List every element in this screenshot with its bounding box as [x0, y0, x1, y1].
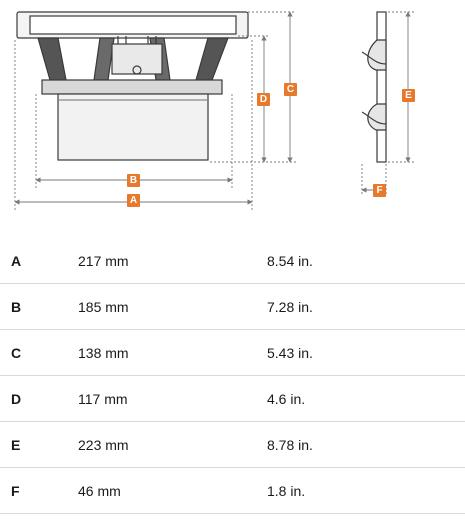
dimension-mm: 217 mm	[78, 253, 129, 269]
dimension-inches: 8.78 in.	[267, 437, 313, 453]
dimension-mm: 223 mm	[78, 437, 129, 453]
speaker-drawing	[0, 0, 465, 230]
table-row	[0, 284, 465, 330]
dimension-inches: 7.28 in.	[267, 299, 313, 315]
dimension-mm: 185 mm	[78, 299, 129, 315]
table-row	[0, 376, 465, 422]
dimension-mm: 117 mm	[78, 391, 128, 407]
dimension-badge-e: E	[402, 89, 415, 102]
dimension-inches: 1.8 in.	[267, 483, 306, 499]
dimension-badge-f: F	[373, 184, 386, 197]
dimension-inches: 8.54 in.	[267, 253, 313, 269]
dimension-badge-d: D	[257, 93, 270, 106]
dimension-badge-b: B	[127, 174, 140, 187]
speaker-side-profile	[362, 12, 386, 162]
dimension-label: C	[11, 345, 22, 361]
dimension-label: F	[11, 483, 20, 499]
table-row	[0, 330, 465, 376]
dimension-label: E	[11, 437, 21, 453]
table-row	[0, 468, 465, 514]
dimensions-table	[0, 238, 465, 514]
dimension-badge-c: C	[284, 83, 297, 96]
dimension-inches: 4.6 in.	[267, 391, 306, 407]
speaker-dimension-diagram	[0, 0, 465, 230]
dimension-label: D	[11, 391, 22, 407]
dimension-badge-a: A	[127, 194, 140, 207]
dimension-label: B	[11, 299, 22, 315]
dimension-label: A	[11, 253, 22, 269]
speaker-front-view	[17, 12, 248, 160]
table-row	[0, 422, 465, 468]
table-row	[0, 238, 465, 284]
dimension-mm: 138 mm	[78, 345, 129, 361]
dimension-mm: 46 mm	[78, 483, 121, 499]
dimension-inches: 5.43 in.	[267, 345, 313, 361]
